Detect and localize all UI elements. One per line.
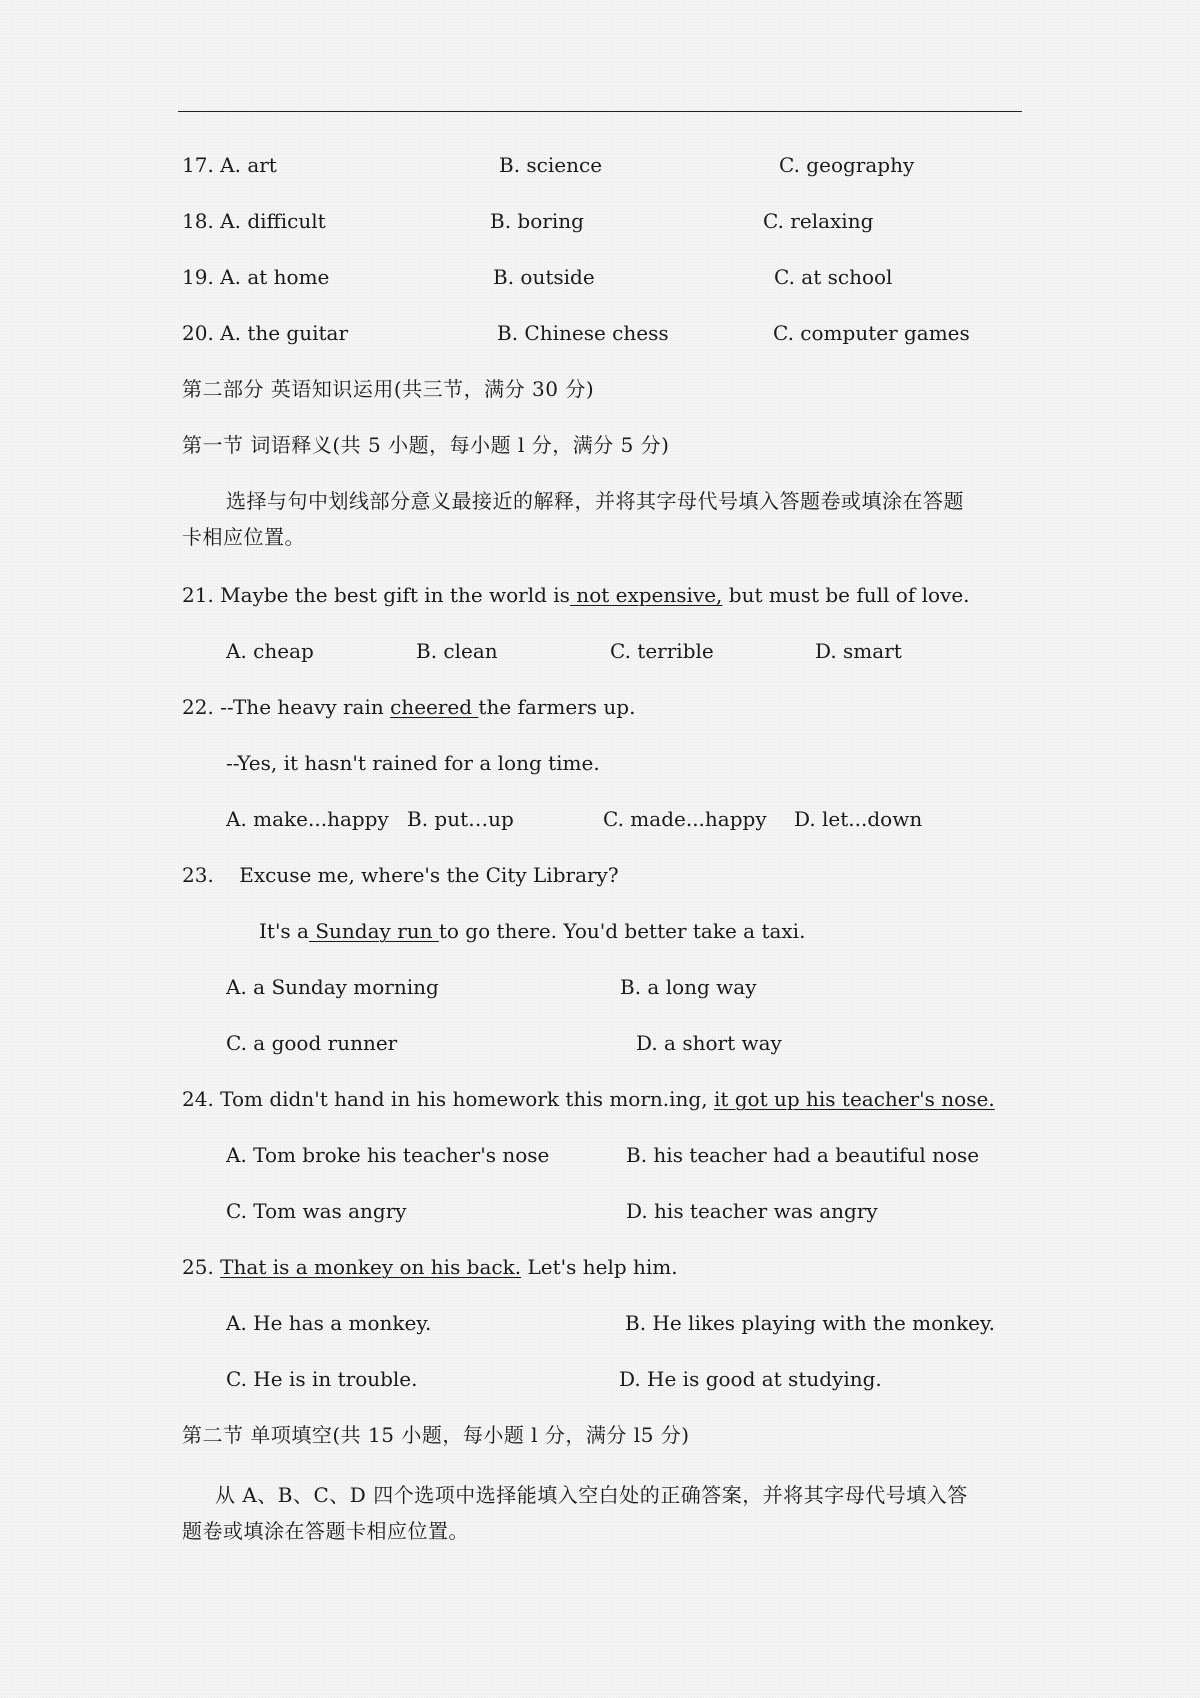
q23-option-d: D. a short way (636, 1031, 782, 1055)
q17-option-c: C. geography (779, 153, 915, 177)
q18-option-c: C. relaxing (763, 209, 874, 233)
section2-instruction-line2: 题卷或填涂在答题卡相应位置。 (182, 1519, 469, 1543)
q23-reply (259, 918, 805, 944)
q18-option-b: B. boring (490, 209, 584, 233)
q25-underlined-phrase: That is a monkey on his back. (220, 1255, 522, 1279)
q20-option-a: 20. A. the guitar (182, 321, 349, 345)
q25-option-d: D. He is good at studying. (619, 1367, 882, 1391)
q24-underlined-phrase: it got up his teacher's nose. (713, 1087, 995, 1111)
q23-option-a: A. a Sunday morning (226, 975, 439, 999)
q17-option-a: 17. A. art (182, 153, 277, 177)
q20-option-b: B. Chinese chess (497, 321, 669, 345)
q19-option-b: B. outside (493, 265, 595, 289)
q23-underlined-phrase: Sunday run (308, 919, 439, 943)
q25-option-c: C. He is in trouble. (226, 1367, 418, 1391)
q19-option-c: C. at school (774, 265, 893, 289)
q21-option-c: C. terrible (610, 639, 714, 663)
q24-option-d: D. his teacher was angry (626, 1199, 878, 1223)
q19-option-a: 19. A. at home (182, 265, 330, 289)
q23-reply-post: to go there. You'd better take a taxi. (438, 919, 806, 943)
q23-reply-pre: It's a (259, 919, 309, 943)
q25-option-b: B. He likes playing with the monkey. (625, 1311, 996, 1335)
part2-title: 第二部分 英语知识运用(共三节，满分 30 分) (182, 377, 595, 401)
q21-stem (182, 582, 970, 608)
section2-title: 第二节 单项填空(共 15 小题，每小题 l 分，满分 l5 分) (182, 1423, 690, 1447)
q22-reply: --Yes, it hasn't rained for a long time. (226, 751, 600, 775)
q24-option-c: C. Tom was angry (226, 1199, 407, 1223)
section1-instruction-line2: 卡相应位置。 (182, 525, 305, 549)
q20-option-c: C. computer games (773, 321, 970, 345)
q22-stem-post: the farmers up. (478, 695, 636, 719)
q21-stem-pre: 21. Maybe the best gift in the world is (182, 583, 570, 607)
q25-stem (182, 1254, 678, 1280)
q18-option-a: 18. A. difficult (182, 209, 326, 233)
q25-stem-pre: 25. (182, 1255, 221, 1279)
header-rule (178, 111, 1022, 112)
q22-option-d: D. let...down (794, 807, 923, 831)
q23-stem: 23. Excuse me, where's the City Library? (182, 863, 619, 887)
q24-stem (182, 1086, 995, 1112)
q23-option-b: B. a long way (620, 975, 757, 999)
q22-option-a: A. make...happy (226, 807, 389, 831)
section1-title: 第一节 词语释义(共 5 小题，每小题 l 分，满分 5 分) (182, 433, 670, 457)
q22-stem (182, 694, 635, 720)
q25-stem-post: Let's help him. (521, 1255, 678, 1279)
q21-stem-post: but must be full of love. (722, 583, 970, 607)
q22-option-b: B. put…up (407, 807, 514, 831)
q24-stem-pre: 24. Tom didn't hand in his homework this morn.ing, (182, 1087, 714, 1111)
q21-underlined-phrase: not expensive, (569, 583, 723, 607)
q22-underlined-phrase: cheered (390, 695, 479, 719)
q23-option-c: C. a good runner (226, 1031, 398, 1055)
q22-stem-pre: 22. --The heavy rain (182, 695, 391, 719)
q24-option-a: A. Tom broke his teacher's nose (226, 1143, 550, 1167)
section2-instruction-line1: 从 A、B、C、D 四个选项中选择能填入空白处的正确答案，并将其字母代号填入答 (215, 1483, 968, 1507)
q24-option-b: B. his teacher had a beautiful nose (626, 1143, 980, 1167)
q17-option-b: B. science (499, 153, 603, 177)
q21-option-a: A. cheap (226, 639, 314, 663)
q22-option-c: C. made...happy (603, 807, 767, 831)
q21-option-d: D. smart (815, 639, 902, 663)
section1-instruction-line1: 选择与句中划线部分意义最接近的解释，并将其字母代号填入答题卷或填涂在答题 (226, 489, 964, 513)
q25-option-a: A. He has a monkey. (226, 1311, 432, 1335)
q21-option-b: B. clean (416, 639, 498, 663)
